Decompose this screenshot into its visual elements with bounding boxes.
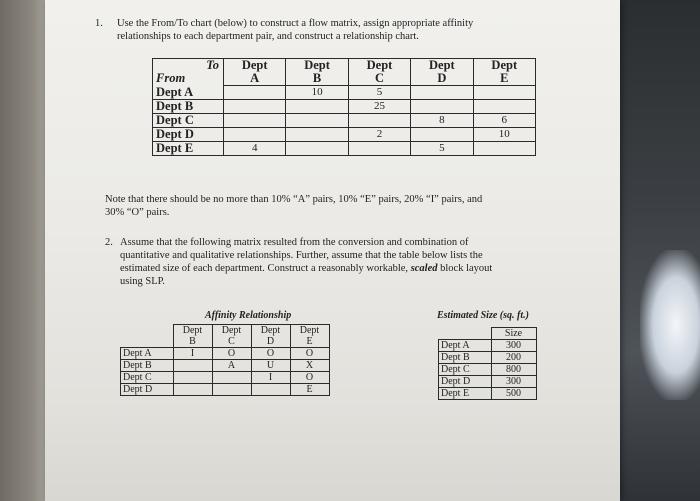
table-row	[439, 340, 537, 352]
cell: U	[251, 360, 290, 372]
note-line2: 30% “O” pairs.	[105, 207, 170, 218]
from-label: From	[156, 71, 186, 86]
q2-line2: quantitative and qualitative relationships. Further, assume that the table below lists the	[120, 250, 483, 261]
cell	[224, 100, 286, 114]
q1-line2: relationships to each department pair, and construct a relationship chart.	[117, 31, 419, 42]
col-header-a: Dept A	[224, 59, 286, 86]
table-row	[439, 364, 537, 376]
background-left-edge	[0, 0, 45, 501]
table-row	[153, 86, 536, 100]
table-row	[439, 376, 537, 388]
cell	[224, 114, 286, 128]
cell: I	[251, 372, 290, 384]
from-to-chart	[152, 58, 536, 156]
cell: E	[290, 384, 329, 396]
cell	[224, 128, 286, 142]
affinity-table	[120, 324, 330, 396]
cell: O	[290, 372, 329, 384]
cell	[224, 86, 286, 100]
cell: 300	[491, 340, 536, 352]
cell: X	[290, 360, 329, 372]
q1-line1: Use the From/To chart (below) to construct a flow matrix, assign appropriate affinity	[117, 18, 474, 29]
col-header-d: Dept D	[411, 59, 473, 86]
table-row	[153, 142, 536, 156]
cell: 10	[473, 128, 535, 142]
cell: 25	[348, 100, 410, 114]
cell: 800	[491, 364, 536, 376]
cell: 5	[411, 142, 473, 156]
cell	[173, 384, 212, 396]
paper-sheet	[45, 0, 620, 501]
col-header-e: Dept E	[473, 59, 535, 86]
size-table	[438, 327, 537, 400]
row-label: Dept C	[121, 372, 174, 384]
table-row	[153, 100, 536, 114]
cell	[286, 142, 348, 156]
cell: 5	[348, 86, 410, 100]
row-label: Dept E	[153, 142, 224, 156]
note-line1: Note that there should be no more than 10% “A” pairs, 10% “E” pairs, 20% “I” pairs, and	[105, 194, 483, 205]
row-label: Dept B	[121, 360, 174, 372]
table-row	[121, 360, 330, 372]
row-label: Dept A	[153, 86, 224, 100]
cell	[286, 114, 348, 128]
col-header-e: Dept E	[290, 325, 329, 348]
blank-cell	[439, 328, 492, 340]
cell	[348, 142, 410, 156]
from-to-header-row	[153, 59, 536, 86]
row-label: Dept D	[121, 384, 174, 396]
cell: 6	[473, 114, 535, 128]
col-header-d: Dept D	[251, 325, 290, 348]
cell: A	[212, 360, 251, 372]
q2-line4: using SLP.	[120, 276, 165, 287]
blank-cell	[121, 325, 174, 348]
q1-number: 1.	[95, 18, 103, 29]
row-label: Dept C	[439, 364, 492, 376]
table-row	[153, 114, 536, 128]
cell	[473, 100, 535, 114]
cell: O	[212, 348, 251, 360]
cell	[473, 142, 535, 156]
table-row	[439, 388, 537, 400]
cell: 10	[286, 86, 348, 100]
table-row	[121, 348, 330, 360]
cell	[411, 86, 473, 100]
cell	[348, 114, 410, 128]
cell: 200	[491, 352, 536, 364]
q2-line3: estimated size of each department. Construct a reasonably workable, scaled block layout	[120, 263, 493, 274]
cell	[473, 86, 535, 100]
corner-cell	[153, 59, 224, 86]
table-row	[121, 384, 330, 396]
affinity-header-row	[121, 325, 330, 348]
cell	[411, 128, 473, 142]
table-row	[153, 128, 536, 142]
row-label: Dept E	[439, 388, 492, 400]
cell	[173, 360, 212, 372]
to-label: To	[206, 58, 219, 73]
row-label: Dept D	[153, 128, 224, 142]
affinity-title: Affinity Relationship	[205, 310, 292, 321]
table-row	[121, 372, 330, 384]
cell	[212, 372, 251, 384]
row-label: Dept B	[153, 100, 224, 114]
row-label: Dept D	[439, 376, 492, 388]
row-label: Dept A	[439, 340, 492, 352]
table-row	[439, 352, 537, 364]
col-header-c: Dept C	[348, 59, 410, 86]
row-label: Dept A	[121, 348, 174, 360]
row-label: Dept C	[153, 114, 224, 128]
cell	[251, 384, 290, 396]
col-header-b: Dept B	[173, 325, 212, 348]
col-header-c: Dept C	[212, 325, 251, 348]
light-glare	[640, 250, 700, 400]
cell: O	[290, 348, 329, 360]
row-label: Dept B	[439, 352, 492, 364]
cell	[173, 372, 212, 384]
q2-line1: Assume that the following matrix resulted from the conversion and combination of	[120, 237, 469, 248]
cell	[286, 100, 348, 114]
cell: 8	[411, 114, 473, 128]
cell: 2	[348, 128, 410, 142]
q2-number: 2.	[105, 237, 113, 248]
cell: I	[173, 348, 212, 360]
size-header-row	[439, 328, 537, 340]
cell	[212, 384, 251, 396]
size-col-header: Size	[491, 328, 536, 340]
col-header-b: Dept B	[286, 59, 348, 86]
cell: 300	[491, 376, 536, 388]
cell: O	[251, 348, 290, 360]
cell	[411, 100, 473, 114]
cell: 500	[491, 388, 536, 400]
size-title: Estimated Size (sq. ft.)	[437, 310, 529, 321]
cell: 4	[224, 142, 286, 156]
cell	[286, 128, 348, 142]
